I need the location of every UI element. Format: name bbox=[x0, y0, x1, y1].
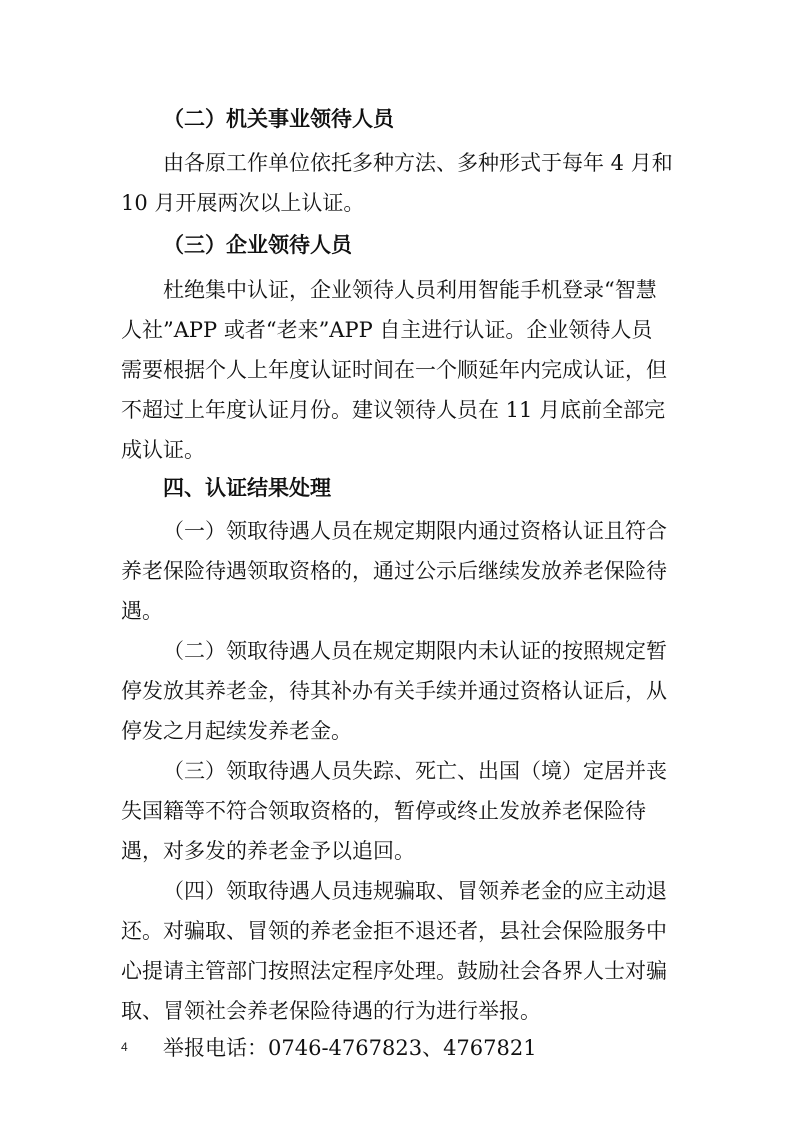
subsection-3-title: （三）企业领待人员 bbox=[163, 233, 352, 257]
subsection-2-title: （二）机关事业领待人员 bbox=[163, 107, 394, 131]
subsection-3-line-2: 人社”APP 或者“老来”APP 自主进行认证。企业领待人员 bbox=[121, 318, 653, 342]
subsection-3-line-4: 不超过上年度认证月份。建议领待人员在 11 月底前全部完 bbox=[121, 398, 666, 422]
item-3-line-3: 遇，对多发的养老金予以追回。 bbox=[121, 839, 415, 863]
subsection-3-line-5: 成认证。 bbox=[121, 438, 205, 462]
item-2-line-3: 停发之月起续发养老金。 bbox=[121, 719, 352, 743]
subsection-2-line-1: 由各原工作单位依托多种方法、多种形式于每年 4 月和 bbox=[163, 151, 673, 175]
hotline-text: 举报电话：0746-4767823、4767821 bbox=[163, 1036, 537, 1060]
item-1-line-2: 养老保险待遇领取资格的，通过公示后继续发放养老保险待 bbox=[121, 559, 667, 583]
item-1-line-3: 遇。 bbox=[121, 599, 163, 623]
page-number: 4 bbox=[121, 1040, 128, 1054]
subsection-3-line-3: 需要根据个人上年度认证时间在一个顺延年内完成认证，但 bbox=[121, 358, 667, 382]
item-4-line-2: 还。对骗取、冒领的养老金拒不退还者，县社会保险服务中 bbox=[121, 919, 667, 943]
subsection-2-line-2: 10 月开展两次以上认证。 bbox=[121, 191, 365, 215]
item-3-line-1: （三）领取待遇人员失踪、死亡、出国（境）定居并丧 bbox=[163, 759, 667, 783]
item-2-line-1: （二）领取待遇人员在规定期限内未认证的按照规定暂 bbox=[163, 639, 667, 663]
item-4-line-4: 取、冒领社会养老保险待遇的行为进行举报。 bbox=[121, 999, 541, 1023]
item-2-line-2: 停发放其养老金，待其补办有关手续并通过资格认证后，从 bbox=[121, 679, 667, 703]
item-4-line-1: （四）领取待遇人员违规骗取、冒领养老金的应主动退 bbox=[163, 879, 667, 903]
subsection-3-line-1: 杜绝集中认证，企业领待人员利用智能手机登录“智慧 bbox=[163, 278, 657, 302]
item-4-line-3: 心提请主管部门按照法定程序处理。鼓励社会各界人士对骗 bbox=[121, 959, 667, 983]
item-1-line-1: （一）领取待遇人员在规定期限内通过资格认证且符合 bbox=[163, 519, 667, 543]
item-3-line-2: 失国籍等不符合领取资格的，暂停或终止发放养老保险待 bbox=[121, 799, 646, 823]
section-4-title: 四、认证结果处理 bbox=[163, 476, 331, 500]
